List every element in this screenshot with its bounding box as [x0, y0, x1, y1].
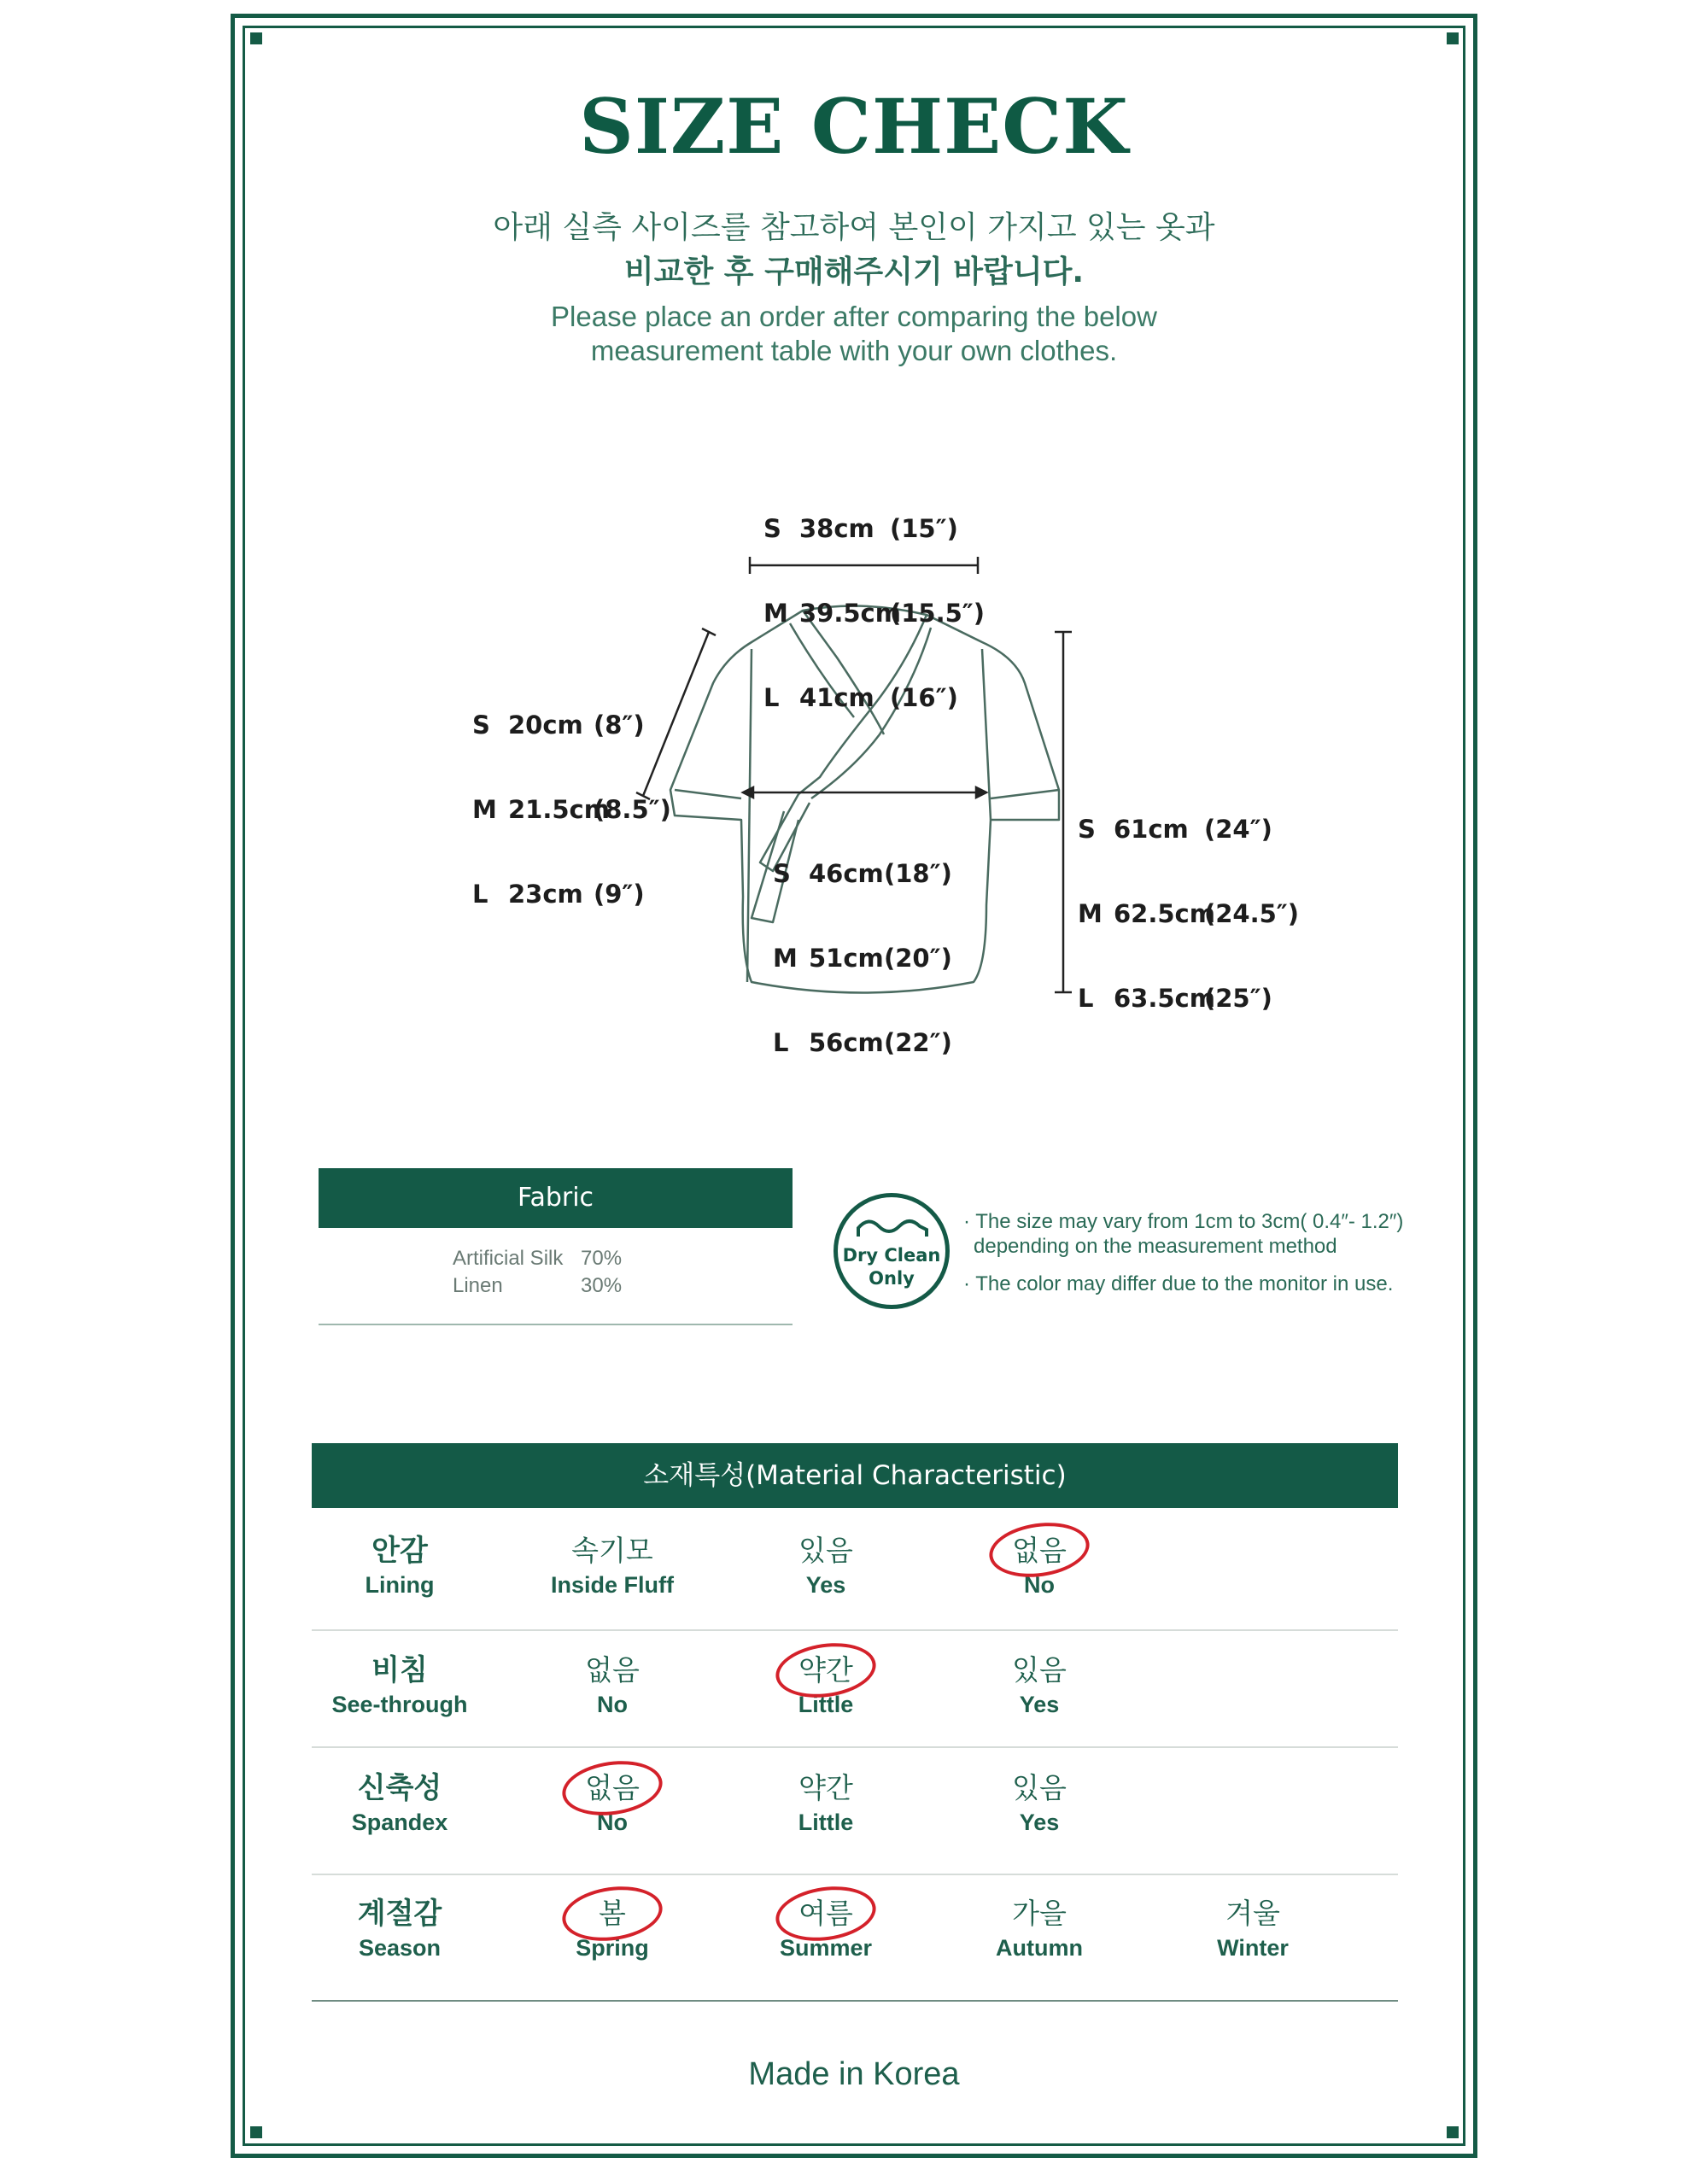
fabric-item-1-pct: 70%	[581, 1247, 623, 1270]
english-instruction-line-2: measurement table with your own clothes.	[590, 335, 1118, 366]
option-summer: 여름 Summer	[779, 1897, 873, 1961]
material-heading: 소재특성(Material Characteristic)	[312, 1443, 1398, 1508]
option-see-through-little: 약간 Little	[798, 1653, 854, 1717]
shoulder-measurements	[763, 459, 985, 740]
measure-row-m: M 39.5cm(15.5″)	[763, 599, 986, 628]
option-spring: 봄 Spring	[576, 1897, 649, 1961]
row-divider	[312, 1874, 1398, 1875]
fabric-heading: Fabric	[319, 1168, 793, 1228]
row-head-lining: 안감 Lining	[365, 1534, 435, 1598]
measure-row-m: M 62.5cm(24.5″)	[1078, 899, 1300, 928]
row-divider	[312, 1629, 1398, 1631]
length-measurements	[1078, 759, 1299, 1041]
fabric-item-2-pct: 30%	[581, 1274, 623, 1297]
fabric-divider	[319, 1324, 793, 1325]
fabric-item-2-name: Linen	[453, 1274, 503, 1297]
color-note: · The color may differ due to the monitor in use.	[963, 1272, 1394, 1295]
dry-clean-badge	[834, 1193, 950, 1309]
corner-ornament-bl	[250, 2126, 262, 2138]
measure-row-m: M 51cm(20″)	[773, 944, 952, 973]
measure-row-m: M 21.5cm(8.5″)	[472, 795, 671, 824]
size-note-line-1: · The size may vary from 1cm to 3cm( 0.4″- 1.2″)	[963, 1210, 1404, 1233]
option-spandex-no: 없음 No	[585, 1771, 640, 1835]
measure-row-l: L 63.5cm(25″)	[1078, 984, 1272, 1013]
measure-row-s: S 61cm (24″)	[1078, 815, 1272, 844]
english-instruction-line-1: Please place an order after comparing the below	[551, 301, 1157, 332]
option-lining-yes: 있음 Yes	[798, 1534, 853, 1598]
corner-ornament-br	[1447, 2126, 1459, 2138]
table-bottom-border	[312, 2000, 1398, 2002]
korean-instruction-line-1: 아래 실측 사이즈를 참고하여 본인이 가지고 있는 옷과	[493, 210, 1215, 245]
option-see-through-no: 없음 No	[585, 1653, 640, 1717]
dry-clean-label: Dry Clean	[842, 1245, 941, 1266]
option-autumn: 가을 Autumn	[996, 1897, 1083, 1961]
measure-row-s: S 38cm (15″)	[763, 514, 958, 543]
measure-row-l: L 56cm(22″)	[773, 1028, 952, 1057]
row-divider	[312, 1746, 1398, 1748]
page-title: SIZE CHECK	[579, 82, 1129, 171]
measure-row-s: S 46cm(18″)	[773, 859, 952, 888]
row-head-see-through: 비침 See-through	[331, 1653, 468, 1717]
korean-instruction-line-2: 비교한 후 구매해주시기 바랍니다.	[623, 254, 1085, 289]
wave-icon	[851, 1211, 933, 1245]
fabric-item-1-name: Artificial Silk	[453, 1247, 564, 1270]
option-lining-no: 없음 No	[1012, 1534, 1067, 1598]
chest-measurements	[773, 804, 952, 1085]
row-head-season: 계절감 Season	[357, 1897, 442, 1961]
option-see-through-yes: 있음 Yes	[1012, 1653, 1067, 1717]
row-head-spandex: 신축성 Spandex	[351, 1771, 448, 1835]
measure-row-l: L 41cm (16″)	[763, 683, 958, 712]
option-inside-fluff: 속기모 Inside Fluff	[551, 1534, 674, 1598]
option-spandex-yes: 있음 Yes	[1012, 1771, 1067, 1835]
option-winter: 겨울 Winter	[1217, 1897, 1289, 1961]
measure-row-s: S 20cm (8″)	[472, 710, 645, 740]
only-label: Only	[869, 1268, 915, 1289]
size-note-line-2: depending on the measurement method	[974, 1235, 1337, 1258]
option-spandex-little: 약간 Little	[798, 1771, 854, 1835]
sleeve-measurements	[472, 655, 671, 937]
made-in-label: Made in Korea	[748, 2056, 960, 2092]
measure-row-l: L 23cm (9″)	[472, 880, 645, 909]
